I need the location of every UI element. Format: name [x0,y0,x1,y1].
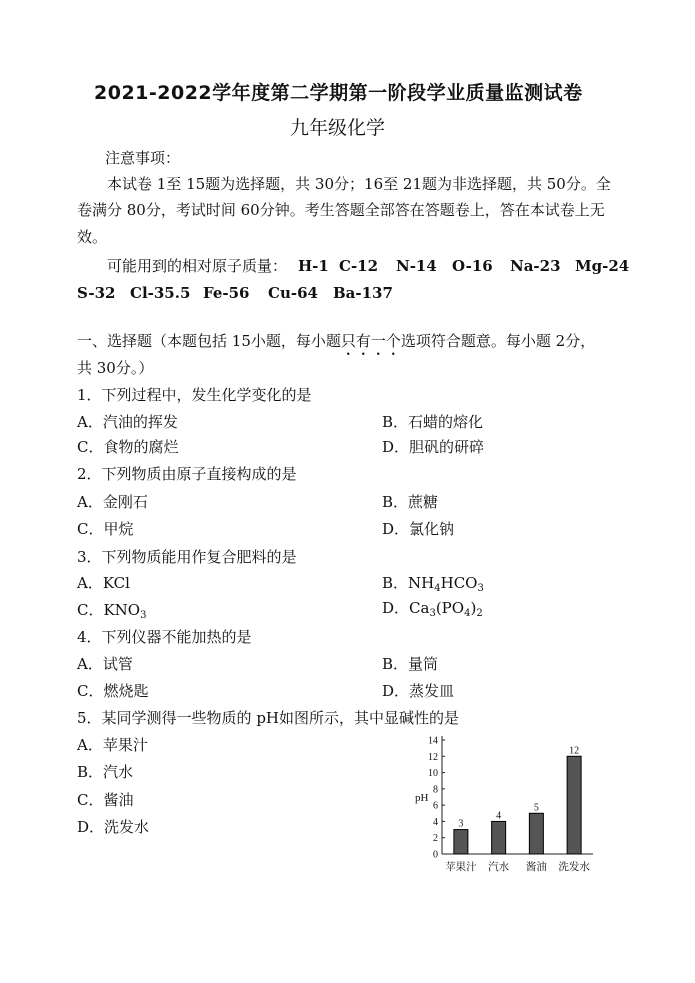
y-tick-label: 6 [433,800,438,812]
bar-value-label: 12 [569,745,580,757]
question-1-option-a: A．汽油的挥发 [77,413,178,431]
question-1-option-c: C．食物的腐烂 [77,438,179,456]
question-2-option-c: C．甲烷 [77,520,134,538]
question-5-option-b: B．汽水 [77,763,134,781]
atomic-mass-intro: 可能用到的相对原子质量： [107,257,288,275]
bar-2 [492,821,506,854]
atomic-mass-na: Na-23 [510,257,561,275]
bar-value-label: 3 [458,818,464,830]
question-2-option-b: B．蔗糖 [382,493,439,511]
question-5-option-a: A．苹果汁 [77,736,148,754]
y-tick-label: 4 [433,816,438,828]
question-5-option-d: D．洗发水 [77,818,150,836]
question-4-stem: 4．下列仪器不能加热的是 [77,628,252,646]
section-1-heading-b: 选项符合题意。每小题 2分， [400,332,596,350]
section-1-heading-line-2: 共 30分。） [77,359,154,377]
y-tick-label: 8 [433,784,438,796]
exam-title: 2021-2022学年度第二学期第一阶段学业质量监测试卷 [94,82,583,104]
category-label: 酱油 [525,862,547,873]
question-2-option-d: D．氯化钠 [382,520,455,538]
bar-1 [454,830,468,854]
atomic-mass-h: H-1 [298,257,329,275]
y-axis-label: pH [415,792,429,804]
atomic-mass-s: S-32 [77,284,116,302]
atomic-mass-ba: Ba-137 [333,284,393,302]
exam-subtitle: 九年级化学 [290,117,386,139]
question-1-stem: 1．下列过程中，发生化学变化的是 [77,386,312,404]
atomic-mass-mg: Mg-24 [575,257,630,275]
y-tick-label: 14 [428,735,438,747]
y-tick-label: 12 [428,751,438,763]
y-tick-label: 0 [433,849,438,861]
question-4-option-d: D．蒸发皿 [382,682,455,700]
section-1-heading [77,329,595,359]
question-4-option-b: B．量筒 [382,655,439,673]
question-3-option-a: A．KCl [77,574,130,592]
atomic-mass-cu: Cu-64 [268,284,318,302]
question-3-option-b: B．$NH_4HCO_3$ [382,574,484,594]
question-3-option-c: C．$KNO_3$ [77,601,147,621]
bar-value-label: 5 [533,802,539,814]
y-tick-label: 2 [433,833,438,845]
question-2-option-a: A．金刚石 [77,493,148,511]
category-label: 洗发水 [558,862,590,873]
atomic-mass-o: O-16 [452,257,493,275]
question-3-option-d: D．$Ca_3(PO_4)_2$ [382,599,483,619]
section-1-emphasis: 只有一个 [340,332,401,350]
notice-line-3: 效。 [77,228,108,246]
y-tick-label: 10 [428,768,438,780]
section-1-heading-a: 一、选择题（本题包括 15小题，每小题 [77,332,341,350]
bar-value-label: 4 [496,810,502,822]
notice-line-2: 卷满分 80分，考试时间 60分钟。考生答题全部答在答题卷上，答在本试卷上无 [77,201,605,219]
question-3-stem: 3．下列物质能用作复合肥料的是 [77,548,297,566]
atomic-mass-n: N-14 [396,257,437,275]
notice-line-1: 本试卷 1至 15题为选择题，共 30分；16至 21题为非选择题，共 50分。全 [107,175,611,193]
ph-bar-chart [405,730,605,880]
atomic-mass-fe: Fe-56 [203,284,250,302]
notice-heading: 注意事项： [105,149,181,167]
category-label: 汽水 [488,862,510,873]
question-4-option-a: A．试管 [77,655,133,673]
question-5-option-c: C．酱油 [77,791,134,809]
question-2-stem: 2．下列物质由原子直接构成的是 [77,465,297,483]
atomic-mass-c: C-12 [339,257,379,275]
question-5-stem: 5．某同学测得一些物质的 pH如图所示，其中显碱性的是 [77,709,459,727]
question-4-option-c: C．燃烧匙 [77,682,149,700]
bar-4 [567,756,581,854]
bar-3 [529,813,543,854]
atomic-mass-cl: Cl-35.5 [130,284,191,302]
question-1-option-d: D．胆矾的研碎 [382,438,485,456]
question-1-option-b: B．石蜡的熔化 [382,413,484,431]
category-label: 苹果汁 [445,862,477,873]
